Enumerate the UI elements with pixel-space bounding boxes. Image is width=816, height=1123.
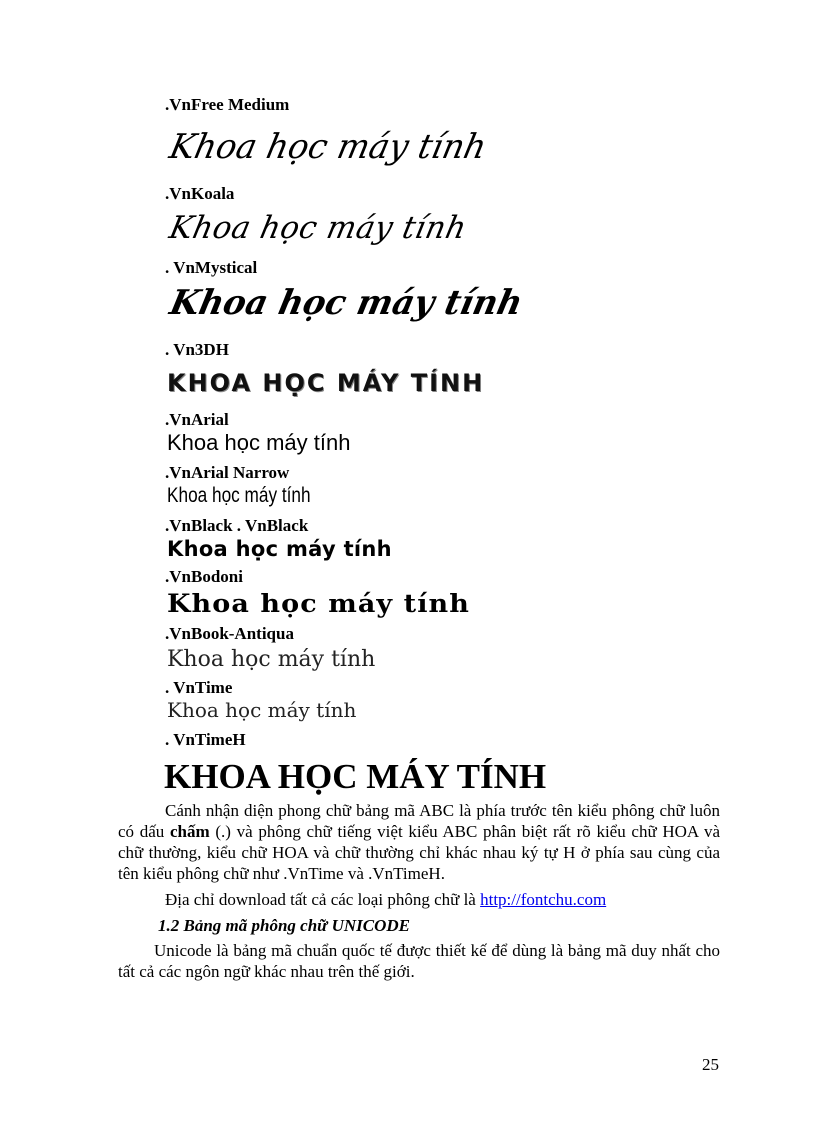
font-label-vnarial: .VnArial <box>165 410 229 429</box>
font-sample-vnbook-antiqua: Khoa học máy tính <box>167 647 376 672</box>
font-sample-vnmystical: Khoa học máy tính <box>166 283 527 323</box>
fontchu-link[interactable]: http://fontchu.com <box>480 890 607 909</box>
font-sample-vnkoala: Khoa học máy tính <box>166 210 470 246</box>
font-label-vnmystical: . VnMystical <box>165 258 258 277</box>
font-label-vnfree-medium: .VnFree Medium <box>165 95 290 114</box>
font-label-vntime: . VnTime <box>165 678 233 697</box>
font-label-vntimeh: . VnTimeH <box>165 730 246 749</box>
font-sample-vnblack: Khoa học máy tính <box>167 537 392 561</box>
paragraph-text-continued: (.) và phông chữ tiếng việt kiểu ABC phân biệt rất rõ kiểu chữ HOA và chữ thường, kiểu chữ HOA và chữ thường chỉ khác nhau ký tự H ở phía sau cùng của tên kiểu phông chữ như .VnTime và .VnTimeH. <box>118 822 720 883</box>
bold-word: chấm <box>169 822 210 841</box>
font-label-vnbook-antiqua: .VnBook-Antiqua <box>165 624 294 643</box>
download-text: Địa chỉ download tất cả các loại phông chữ là <box>165 890 481 909</box>
paragraph-abc-explanation <box>118 800 720 884</box>
paragraph-unicode: Unicode là bảng mã chuẩn quốc tế được thiết kế để dùng là bảng mã duy nhất cho tất cả các ngôn ngữ khác nhau trên thế giới. <box>118 941 720 981</box>
font-sample-vnbodoni: Khoa học máy tính <box>167 589 470 618</box>
font-sample-vntime: Khoa học máy tính <box>167 698 357 722</box>
font-label-vnbodoni: .VnBodoni <box>165 567 243 586</box>
font-sample-vnarial: Khoa học máy tính <box>167 430 351 455</box>
section-heading: 1.2 Bảng mã phông chữ UNICODE <box>158 916 411 935</box>
font-sample-vntimeh: KHOA HỌC MÁY TÍNH <box>164 757 547 796</box>
font-sample-vnfree-medium: Khoa học máy tính <box>165 127 490 167</box>
font-sample-vn3dh: KHOA HỌC MÁY TÍNH <box>167 369 485 397</box>
font-label-vnblack: .VnBlack . VnBlack <box>165 516 309 535</box>
paragraph-download <box>118 889 720 910</box>
font-label-vn3dh: . Vn3DH <box>165 340 229 359</box>
font-label-vnarial-narrow: .VnArial Narrow <box>165 463 290 482</box>
page-number: 25 <box>702 1055 719 1074</box>
font-label-vnkoala: .VnKoala <box>165 184 235 203</box>
font-sample-vnarial-narrow: Khoa học máy tính <box>167 484 311 507</box>
paragraph-text: Cánh nhận diện phong chữ bảng mã ABC là phía trước tên kiểu phông chữ luôn có dấu <box>118 801 720 841</box>
